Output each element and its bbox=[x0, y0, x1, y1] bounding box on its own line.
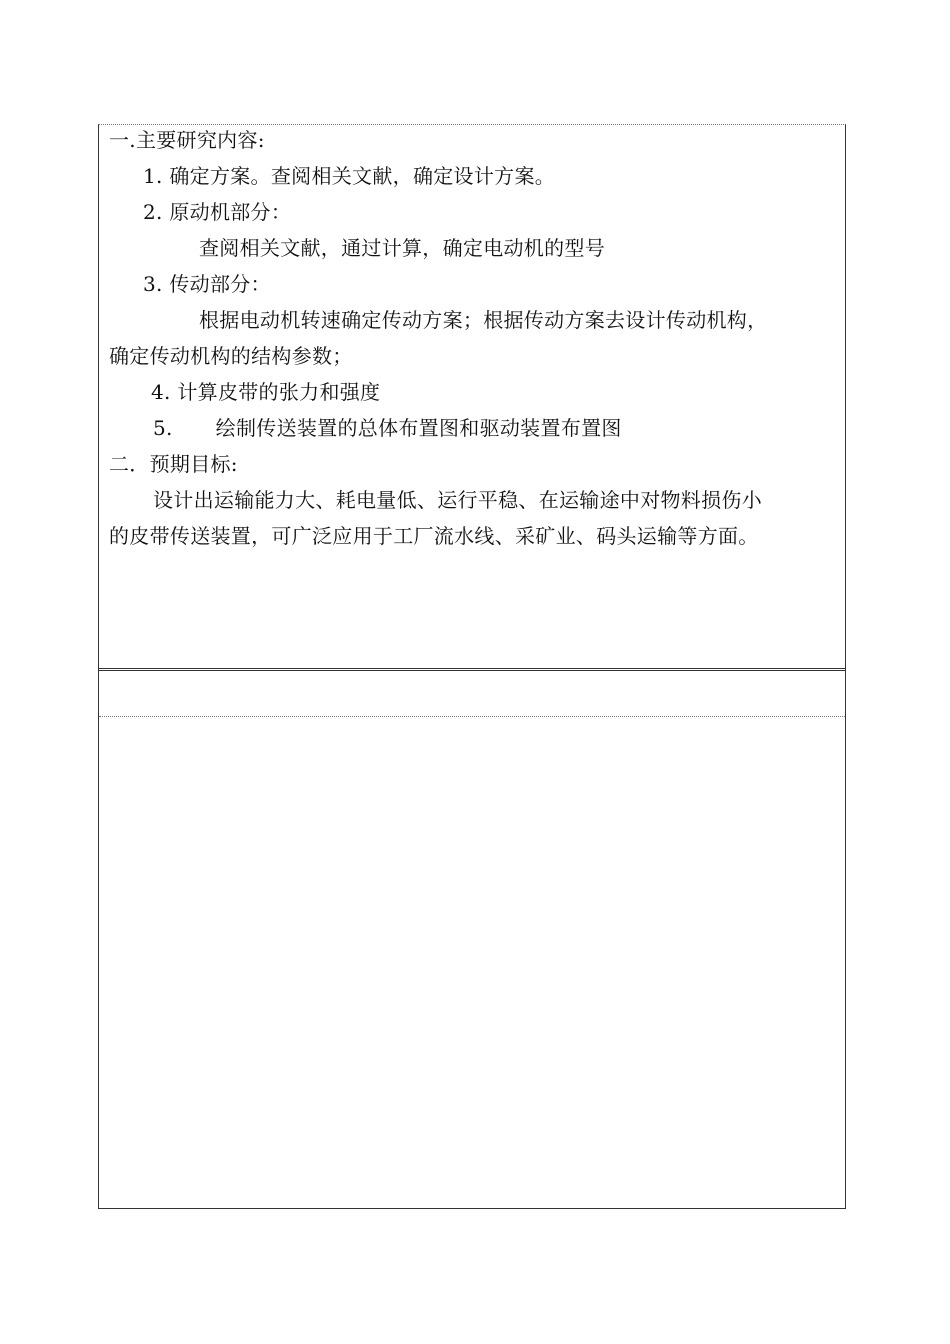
blank-header-cell bbox=[99, 671, 845, 717]
list-item-text: 原动机部分： bbox=[169, 200, 292, 224]
blank-body-cell bbox=[99, 717, 845, 1208]
goals-heading: 二．预期目标: bbox=[109, 452, 238, 476]
list-item-number: 2. bbox=[143, 200, 163, 224]
list-item-number: 4. bbox=[151, 380, 171, 404]
research-content-cell bbox=[99, 125, 845, 671]
list-item-3-detail: 根据电动机转速确定传动方案；根据传动方案去设计传动机构， bbox=[199, 308, 768, 332]
research-heading: 一.主要研究内容: bbox=[109, 128, 265, 152]
report-form-table bbox=[98, 124, 846, 1209]
list-item-2 bbox=[143, 199, 291, 225]
list-item-3-detail-continuation: 确定传动机构的结构参数； bbox=[109, 344, 353, 368]
list-item-5 bbox=[153, 415, 622, 441]
list-item-text: 计算皮带的张力和强度 bbox=[177, 380, 381, 404]
list-item-number: 3. bbox=[143, 272, 163, 296]
list-item-text: 绘制传送装置的总体布置图和驱动装置布置图 bbox=[215, 416, 622, 440]
list-item-number: 1. bbox=[143, 164, 163, 188]
list-item-4 bbox=[151, 379, 380, 405]
list-item-text: 传动部分： bbox=[169, 272, 271, 296]
list-item-2-detail: 查阅相关文献，通过计算，确定电动机的型号 bbox=[199, 236, 605, 260]
list-item-3 bbox=[143, 271, 271, 297]
list-item-text: 确定方案。查阅相关文献，确定设计方案。 bbox=[169, 164, 556, 188]
list-item-1 bbox=[143, 163, 555, 189]
list-item-number: 5. bbox=[153, 416, 173, 440]
goals-paragraph-line-1: 设计出运输能力大、耗电量低、运行平稳、在运输途中对物料损伤小 bbox=[153, 488, 762, 512]
goals-paragraph-line-2: 的皮带传送装置，可广泛应用于工厂流水线、采矿业、码头运输等方面。 bbox=[109, 524, 759, 548]
